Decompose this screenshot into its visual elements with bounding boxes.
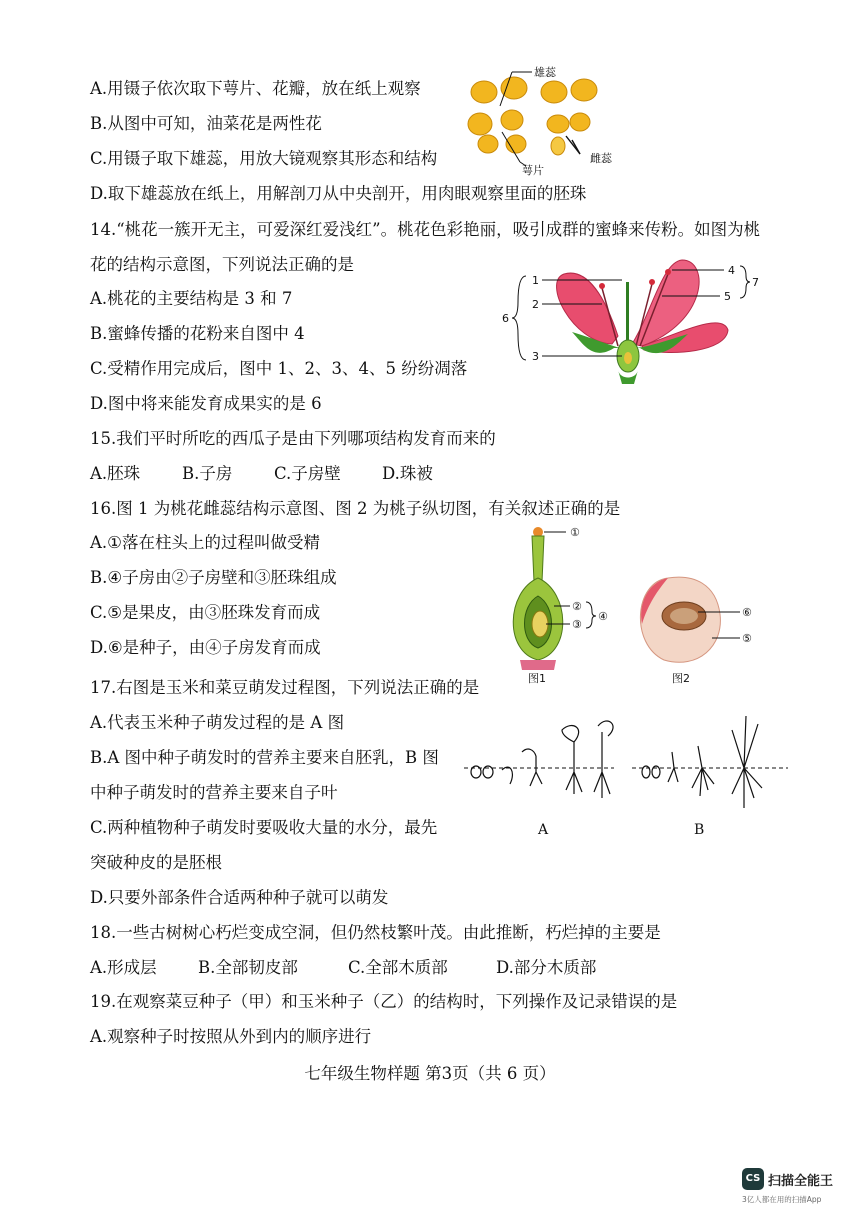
petals-cluster-right bbox=[541, 79, 597, 155]
peach-label-4: 4 bbox=[728, 264, 735, 277]
q18-options bbox=[90, 957, 596, 979]
q16-stem: 16.图 1 为桃花雌蕊结构示意图、图 2 为桃子纵切图，有关叙述正确的是 bbox=[90, 499, 621, 518]
q15-stem: 15.我们平时所吃的西瓜子是由下列哪项结构发育而来的 bbox=[90, 429, 496, 448]
germination-figure bbox=[462, 712, 792, 842]
q18-option-c: C.全部木质部 bbox=[348, 958, 448, 977]
peach-label-5: 5 bbox=[724, 290, 731, 303]
label-stamen: 雄蕊 bbox=[534, 66, 556, 79]
q14-stem-line1: 14.“桃花一簇开无主，可爱深红爱浅红”。桃花色彩艳丽，吸引成群的蜜蜂来传粉。如图为桃 bbox=[90, 220, 761, 239]
pistil-label-1: ① bbox=[570, 526, 580, 539]
fig2-caption: 图2 bbox=[672, 672, 690, 685]
q17-option-a: A.代表玉米种子萌发过程的是 A 图 bbox=[90, 713, 345, 732]
q13-option-c: C.用镊子取下雄蕊，用放大镜观察其形态和结构 bbox=[90, 149, 438, 168]
scanner-logo-icon: CS bbox=[742, 1168, 764, 1190]
fig1-caption: 图1 bbox=[528, 672, 546, 684]
petals-cluster-left bbox=[468, 77, 527, 153]
q18-option-a: A.形成层 bbox=[90, 958, 157, 977]
label-pistil: 雌蕊 bbox=[590, 152, 612, 165]
pistil-label-2: ② bbox=[572, 600, 582, 613]
scanner-watermark bbox=[742, 1168, 852, 1208]
rapeseed-flower-figure bbox=[462, 62, 642, 180]
q18-option-d: D.部分木质部 bbox=[496, 958, 597, 977]
peach-label-2: 2 bbox=[532, 298, 539, 311]
label-sepal: 萼片 bbox=[522, 164, 544, 177]
peach-label-7: 7 bbox=[752, 276, 759, 289]
scanner-tagline: 3亿人都在用的扫描App bbox=[742, 1195, 822, 1204]
q17-option-c-line1: C.两种植物种子萌发时要吸收大量的水分，最先 bbox=[90, 818, 438, 837]
peach-label-6: 6 bbox=[502, 312, 509, 325]
q19-option-a: A.观察种子时按照从外到内的顺序进行 bbox=[90, 1027, 372, 1046]
q13-option-a: A.用镊子依次取下萼片、花瓣，放在纸上观察 bbox=[90, 79, 421, 98]
q15-option-b: B.子房 bbox=[182, 464, 233, 483]
q13-option-d: D.取下雄蕊放在纸上，用解剖刀从中央剖开，用肉眼观察里面的胚珠 bbox=[90, 184, 587, 203]
q17-option-c-line2: 突破种皮的是胚根 bbox=[90, 853, 222, 872]
caption-b: B bbox=[694, 822, 705, 838]
q17-option-b-line1: B.A 图中种子萌发时的营养主要来自胚乳，B 图 bbox=[90, 748, 439, 767]
peach-flower-figure bbox=[502, 252, 764, 390]
q14-option-a: A.桃花的主要结构是 3 和 7 bbox=[90, 289, 293, 308]
peach-label-3: 3 bbox=[532, 350, 539, 363]
q16-option-d: D.⑥是种子，由④子房发育而成 bbox=[90, 638, 321, 657]
q17-option-d: D.只要外部条件合适两种种子就可以萌发 bbox=[90, 888, 389, 907]
q18-stem: 18.一些古树树心朽烂变成空洞，但仍然枝繁叶茂。由此推断，朽烂掉的主要是 bbox=[90, 923, 661, 942]
q14-option-c: C.受精作用完成后，图中 1、2、3、4、5 纷纷凋落 bbox=[90, 359, 468, 378]
q18-option-b: B.全部韧皮部 bbox=[198, 958, 298, 977]
q15-option-a: A.胚珠 bbox=[90, 464, 141, 483]
peach-section-label-6: ⑥ bbox=[742, 606, 752, 619]
peach-section-figure bbox=[628, 574, 768, 686]
q14-option-b: B.蜜蜂传播的花粉来自图中 4 bbox=[90, 324, 305, 343]
q13-option-b: B.从图中可知，油菜花是两性花 bbox=[90, 114, 322, 133]
q16-option-c: C.⑤是果皮，由③胚珠发育而成 bbox=[90, 603, 321, 622]
q14-stem-line2: 花的结构示意图，下列说法正确的是 bbox=[90, 255, 354, 274]
page-footer: 七年级生物样题 第3页（共 6 页） bbox=[304, 1064, 556, 1083]
q17-option-b-line2: 中种子萌发时的营养主要来自子叶 bbox=[90, 783, 338, 802]
q17-stem: 17.右图是玉米和菜豆萌发过程图，下列说法正确的是 bbox=[90, 678, 480, 697]
bean-germination-a bbox=[471, 721, 613, 798]
q19-stem: 19.在观察菜豆种子（甲）和玉米种子（乙）的结构时，下列操作及记录错误的是 bbox=[90, 992, 678, 1011]
q15-options bbox=[90, 463, 433, 485]
pistil-figure bbox=[496, 522, 616, 684]
pistil-label-3: ③ bbox=[572, 618, 582, 631]
q14-option-d: D.图中将来能发育成果实的是 6 bbox=[90, 394, 322, 413]
q15-option-d: D.珠被 bbox=[382, 464, 433, 483]
q16-option-a: A.①落在柱头上的过程叫做受精 bbox=[90, 533, 320, 552]
peach-label-1: 1 bbox=[532, 274, 539, 287]
pistil-label-4: ④ bbox=[598, 610, 608, 623]
q15-option-c: C.子房壁 bbox=[274, 464, 341, 483]
scanner-app-name: 扫描全能王 bbox=[768, 1174, 834, 1189]
corn-germination-b bbox=[642, 716, 762, 808]
caption-a: A bbox=[538, 822, 549, 838]
q16-option-b: B.④子房由②子房壁和③胚珠组成 bbox=[90, 568, 337, 587]
peach-section-label-5: ⑤ bbox=[742, 632, 752, 645]
